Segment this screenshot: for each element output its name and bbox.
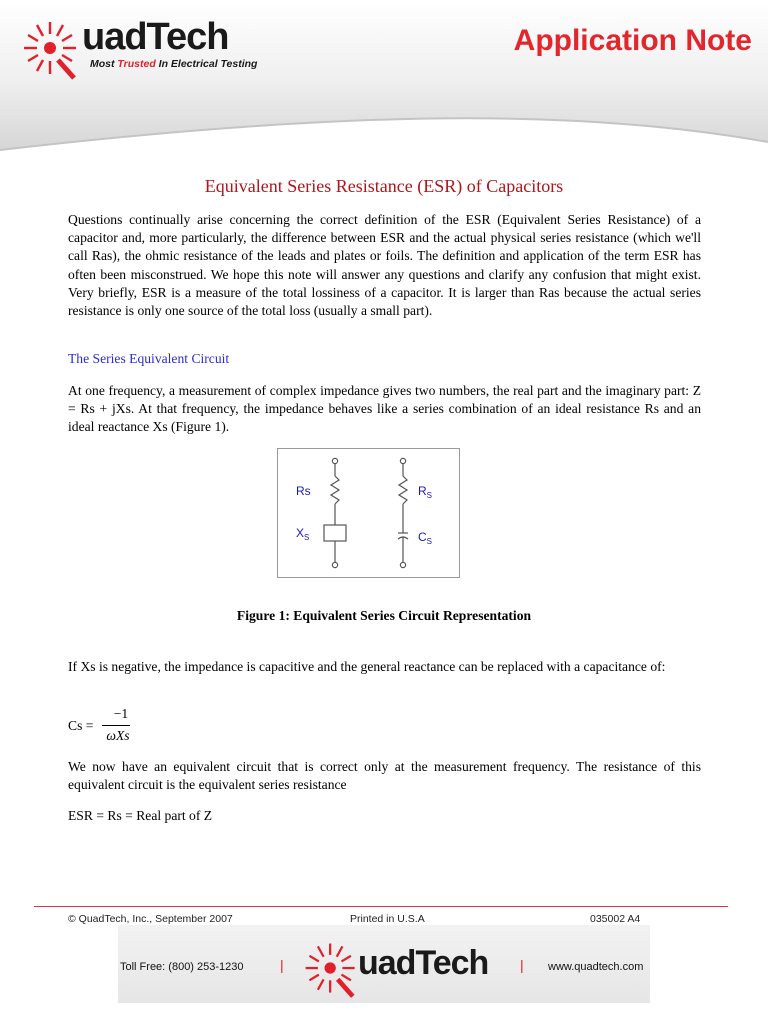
page-header	[0, 0, 768, 160]
label-subscript: S	[426, 491, 433, 500]
formula-numerator: −1	[113, 706, 129, 721]
logo-q-icon	[18, 14, 88, 84]
circuit-figure	[277, 448, 460, 578]
footer-logo-q-icon	[300, 936, 366, 1002]
footer-copyright: © QuadTech, Inc., September 2007	[68, 913, 233, 925]
figure-caption: Figure 1: Equivalent Series Circuit Representation	[236, 608, 532, 623]
label-main: R	[418, 484, 427, 498]
circuit-diagram	[278, 449, 459, 577]
formula-lhs: Cs =	[68, 718, 94, 733]
right-resistor-label	[418, 484, 432, 500]
label-subscript: S	[304, 533, 310, 542]
esr-paragraph: We now have an equivalent circuit that is correct only at the measurement frequency. The resistance of this equivalent circuit is the equivalent series resistance	[68, 759, 701, 793]
left-resistor-label: Rs	[296, 484, 311, 498]
capacitance-formula	[68, 706, 188, 750]
label-subscript: S	[426, 537, 433, 546]
right-capacitor-label	[418, 530, 432, 546]
footer-quadtech-logo	[300, 930, 510, 1004]
section-heading: The Series Equivalent Circuit	[68, 351, 230, 366]
section-paragraph: At one frequency, a measurement of complex impedance gives two numbers, the real part and the imaginary part: Z = Rs + jXs. At that frequency, the impedance behaves like a series combination of an ideal resistance Rs and an ideal reactance Xs (Figure 1).	[68, 383, 701, 435]
fraction-bar	[102, 725, 130, 726]
footer-separator: |	[520, 957, 524, 973]
esr-equation: ESR = Rs = Real part of Z	[68, 808, 213, 823]
footer-separator: |	[280, 957, 284, 973]
document-title: Equivalent Series Resistance (ESR) of Capacitors	[204, 176, 564, 196]
capacitive-paragraph: If Xs is negative, the impedance is capacitive and the general reactance can be replaced with a capacitance of:	[68, 659, 666, 674]
footer-website-link[interactable]: www.quadtech.com	[548, 961, 644, 973]
footer-divider	[34, 906, 728, 907]
footer-doc-number: 035002 A4	[590, 913, 641, 925]
formula-denominator: ωXs	[106, 728, 130, 743]
footer-printed: Printed in U.S.A	[350, 913, 425, 925]
footer-logo-wordmark: uadTech	[358, 944, 489, 982]
tagline-part: In Electrical Testing	[155, 58, 258, 70]
tagline-highlight: Trusted	[117, 58, 156, 70]
footer-toll-free: Toll Free: (800) 253-1230	[120, 961, 244, 973]
logo-wordmark: uadTech	[82, 16, 229, 58]
document-type-heading: Application Note	[513, 24, 752, 57]
label-main: X	[296, 526, 305, 540]
label-main: C	[418, 530, 427, 544]
logo-tagline	[90, 58, 257, 70]
left-reactance-label	[296, 526, 309, 542]
quadtech-logo	[18, 14, 278, 84]
tagline-part: Most	[90, 58, 118, 70]
intro-paragraph: Questions continually arise concerning the correct definition of the ESR (Equivalent Series Resistance) of a capacitor and, more particularly, the difference between ESR and the actual physical series resistance (which we'll call Ras), the ohmic resistance of the leads and plates or foils. The definition and application of the term ESR has often been misconstrued. We hope this note will answer any questions and clarify any confusion that might exist. Very briefly, ESR is a measure of the total lossiness of a capacitor. It is larger than Ras because the actual series resistance is only one source of the total loss (usually a small part).	[68, 212, 701, 319]
